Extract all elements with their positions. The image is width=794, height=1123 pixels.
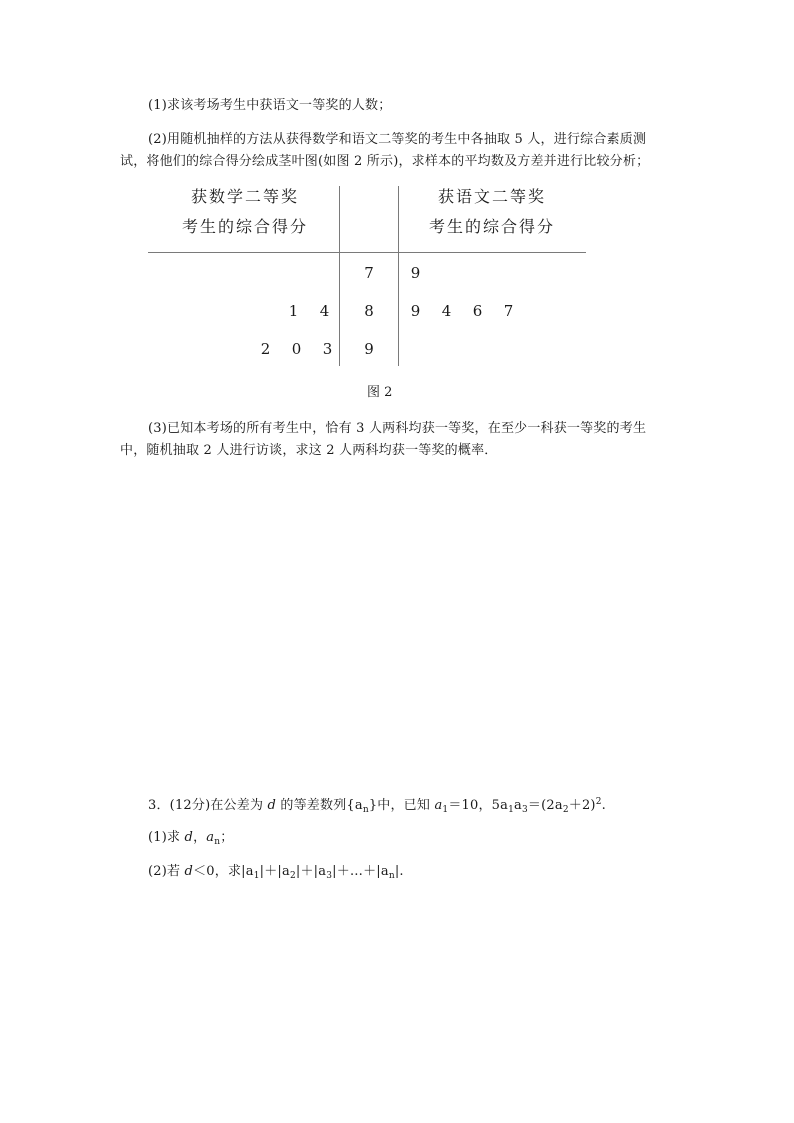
stem-value: 7 bbox=[364, 264, 374, 282]
question-2-3-line-1: (3)已知本考场的所有考生中，恰有 3 人两科均获一等奖，在至少一科获一等奖的考生 bbox=[148, 421, 647, 436]
leaf-value: 2 bbox=[260, 340, 271, 358]
problem-3-part-2: (2)若 d＜0，求$|a_1|+|a_2|+|a_3|+\dots+|a_n|$. bbox=[148, 864, 404, 881]
stem-value: 8 bbox=[364, 302, 374, 320]
header-divider bbox=[148, 252, 586, 253]
question-2-2-line-1: (2)用随机抽样的方法从获得数学和语文二等奖的考生中各抽取 5 人，进行综合素质测 bbox=[148, 132, 647, 147]
left-header-line-1: 获数学二等奖 bbox=[190, 187, 299, 206]
right-divider bbox=[398, 186, 399, 366]
question-2-3-line-2: 中，随机抽取 2 人进行访谈，求这 2 人两科均获一等奖的概率． bbox=[120, 443, 498, 458]
leaf-value: 4 bbox=[441, 302, 452, 320]
leaf-value: 4 bbox=[319, 302, 330, 320]
leaf-value: 0 bbox=[291, 340, 302, 358]
question-2-2-line-2: 试，将他们的综合得分绘成茎叶图(如图 2 所示)，求样本的平均数及方差并进行比较分析； bbox=[120, 154, 650, 169]
problem-3-part-1: (1)求 d，$a_n$； bbox=[148, 830, 234, 847]
stem-value: 9 bbox=[364, 340, 374, 358]
leaf-value: 1 bbox=[288, 302, 299, 320]
right-leaves-row bbox=[400, 263, 431, 283]
left-leaves-row bbox=[278, 301, 340, 321]
leaf-value: 9 bbox=[410, 302, 421, 320]
left-header-line-2: 考生的综合得分 bbox=[181, 217, 308, 236]
leaf-value: 6 bbox=[472, 302, 483, 320]
figure-caption: 图 2 bbox=[367, 385, 393, 400]
question-2-1: (1)求该考场考生中获语文一等奖的人数； bbox=[148, 98, 392, 113]
right-header-line-1: 获语文二等奖 bbox=[437, 187, 546, 206]
leaf-value: 7 bbox=[503, 302, 514, 320]
left-leaves-row bbox=[250, 339, 343, 359]
leaf-value: 9 bbox=[410, 264, 421, 282]
right-header-line-2: 考生的综合得分 bbox=[428, 217, 555, 236]
right-leaves-row bbox=[400, 301, 524, 321]
problem-3-statement: 3．(12分)在公差为 d 的等差数列$\{a_n\}$中，已知 $a_1=10$，$5a_1a_3=(2a_2+2)^2$. bbox=[148, 797, 606, 815]
leaf-value: 3 bbox=[322, 340, 333, 358]
